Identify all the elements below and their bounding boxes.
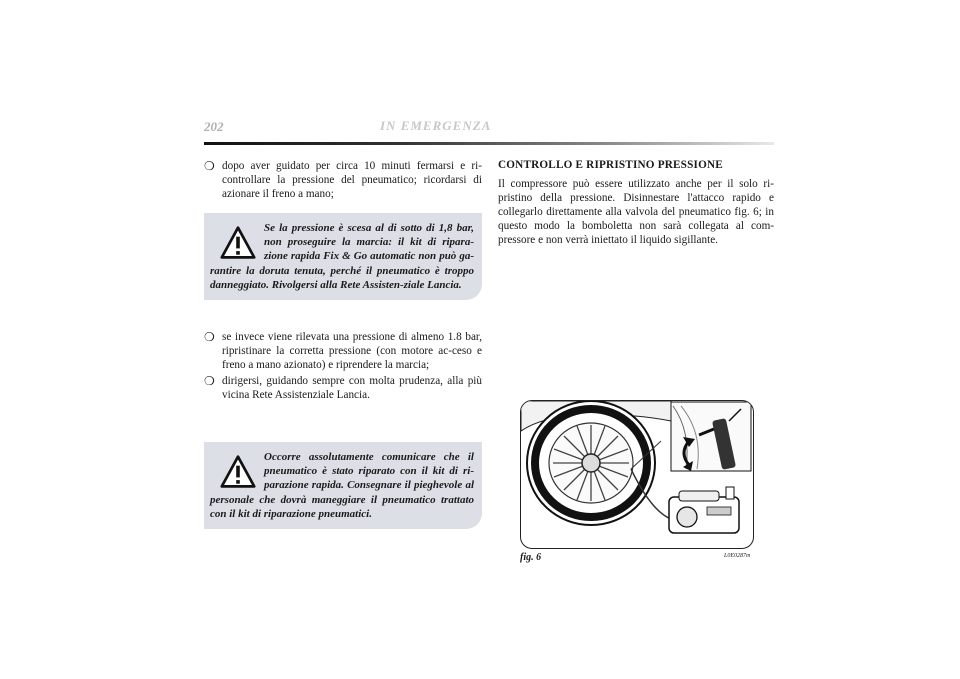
compressor-drawing <box>669 487 739 533</box>
left-column <box>204 159 482 529</box>
wheel-drawing <box>527 401 655 525</box>
body-paragraph: Il compressore può essere utilizzato anche per il solo ri-pristino della pressione. Disinnestare l'attacco rapido e collegarlo direttamente alla valvola del pneumatico fig. 6; in questo modo la bomboletta non sarà collegata al com-pressore e non verrà iniettato il liquido sigillante. <box>498 178 774 246</box>
warning-box <box>204 442 482 529</box>
warning-text: Occorre assolutamente comunicare che il pneumatico è stato riparato con il kit di ri-parazione rapida. Consegnare il pieghevole al personale che dovrà maneggiare il pneumatico trattato con il kit di riparazione pneumatici. <box>210 451 474 520</box>
section-title: IN EMERGENZA <box>380 118 492 133</box>
circle-bullet-icon: ❍ <box>204 374 215 389</box>
bullet-text: dopo aver guidato per circa 10 minuti fermarsi e ri-controllare la pressione del pneumatico; ricordarsi di azionare il freno a mano; <box>222 160 482 200</box>
header-rule <box>204 142 774 145</box>
section-heading: CONTROLLO E RIPRISTINO PRESSIONE <box>498 159 723 171</box>
figure-code: L0E0287m <box>724 553 751 559</box>
warning-triangle-icon <box>220 223 256 263</box>
tire-compressor-illustration <box>521 401 753 548</box>
circle-bullet-icon: ❍ <box>204 330 215 345</box>
bullet-item <box>204 159 482 201</box>
bullet-text: se invece viene rilevata una pressione di almeno 1.8 bar, ripristinare la corretta pressione (con motore ac-ceso e freno a mano azionato) e riprendere la marcia; <box>222 331 482 372</box>
bullet-item <box>204 374 482 402</box>
bullet-item <box>204 330 482 372</box>
warning-box <box>204 213 482 300</box>
warning-text: Se la pressione è scesa al di sotto di 1,8 bar, non proseguire la marcia: il kit di ripara-zione rapida Fix & Go automatic non può ga-rantire la doruta tenuta, perché il pneumatico è troppo danneggiato. Rivolgersi alla Rete Assisten-ziale Lancia. <box>210 222 474 291</box>
warning-triangle-icon <box>220 452 256 492</box>
figure-illustration <box>520 400 754 549</box>
figure-caption: fig. 6 <box>520 552 542 563</box>
bullet-text: dirigersi, guidando sempre con molta prudenza, alla più vicina Rete Assistenziale Lancia. <box>222 375 482 402</box>
valve-detail-inset <box>671 402 751 471</box>
page-number: 202 <box>204 119 224 134</box>
right-column <box>498 159 774 247</box>
circle-bullet-icon: ❍ <box>204 159 215 173</box>
